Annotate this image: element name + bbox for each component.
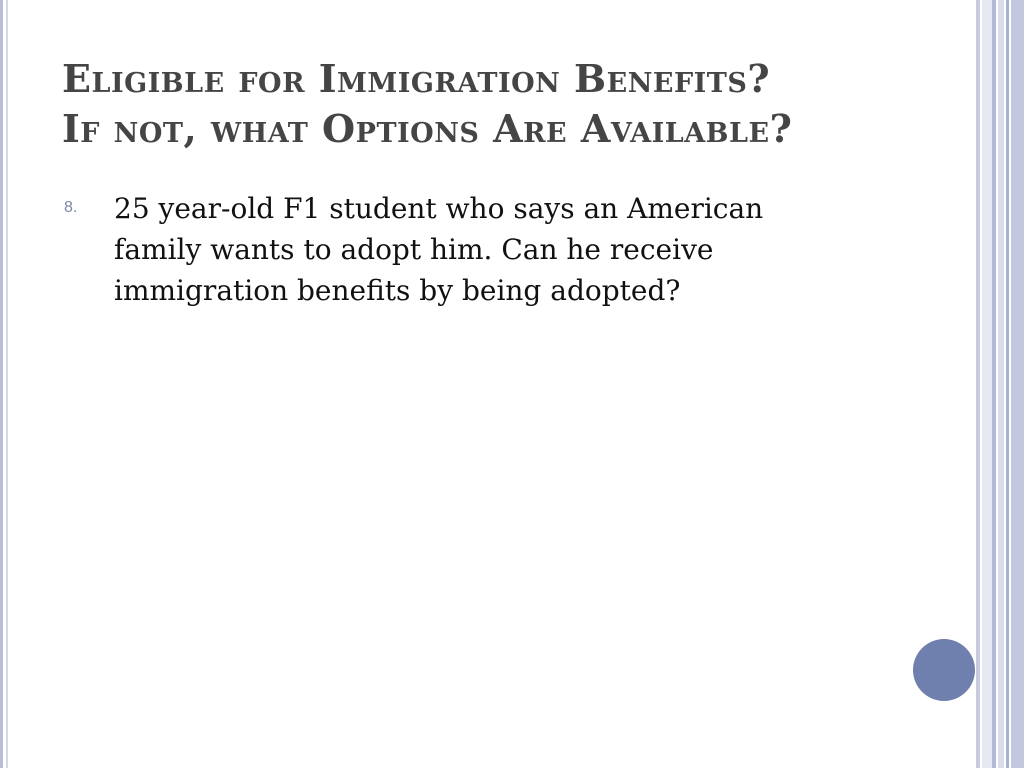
- right-decorative-stripes: [976, 0, 1024, 768]
- numbered-list: [62, 188, 882, 311]
- stripe: [1006, 0, 1009, 768]
- stripe: [1011, 0, 1024, 768]
- list-item-text: [114, 188, 882, 311]
- stripe: [992, 0, 996, 768]
- left-border-line: [0, 0, 3, 768]
- stripe: [982, 0, 992, 768]
- list-item-number: 8.: [64, 199, 78, 216]
- stripe: [976, 0, 980, 768]
- list-item-line: family wants to adopt him. Can he receive: [114, 233, 714, 266]
- decorative-circle: [913, 639, 975, 701]
- list-item: [62, 188, 882, 311]
- list-item-line: 25 year-old F1 student who says an American: [114, 192, 764, 225]
- slide-title: [62, 54, 942, 154]
- title-line-1: Eligible for Immigration Benefits?: [62, 56, 771, 101]
- left-border-line-inner: [6, 0, 8, 768]
- title-line-2: If not, what Options Are Available?: [62, 106, 793, 151]
- list-item-line: immigration benefits by being adopted?: [114, 274, 681, 307]
- stripe: [998, 0, 1004, 768]
